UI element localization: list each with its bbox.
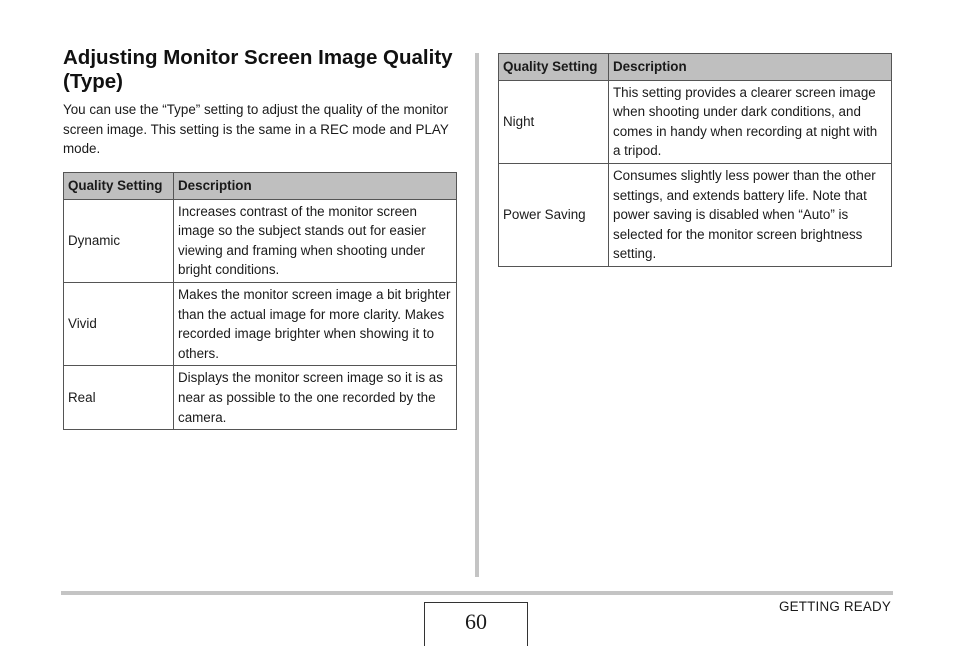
- setting-description: Consumes slightly less power than the other settings, and extends battery life. Note that power saving is disabled when “Auto” is selected for the monitor screen brightness setting.: [609, 163, 892, 266]
- section-label: GETTING READY: [779, 599, 891, 614]
- setting-name: Real: [64, 366, 174, 430]
- setting-description: Displays the monitor screen image so it is as near as possible to the one recorded by the camera.: [174, 366, 457, 430]
- quality-settings-table-left: [63, 172, 457, 430]
- setting-description: Makes the monitor screen image a bit brighter than the actual image for more clarity. Makes recorded image brighter when showing it to others.: [174, 282, 457, 365]
- setting-name: Night: [499, 80, 609, 163]
- setting-name: Power Saving: [499, 163, 609, 266]
- table-row: [64, 199, 457, 282]
- table-row: [64, 282, 457, 365]
- column-header-description: Description: [174, 173, 457, 200]
- setting-description: This setting provides a clearer screen image when shooting under dark conditions, and comes in handy when recording at night with a tripod.: [609, 80, 892, 163]
- setting-name: Vivid: [64, 282, 174, 365]
- setting-name: Dynamic: [64, 199, 174, 282]
- footer-divider: [61, 591, 893, 595]
- table-header-row: [64, 173, 457, 200]
- intro-paragraph: You can use the “Type” setting to adjust the quality of the monitor screen image. This setting is the same in a REC mode and PLAY mode.: [63, 102, 449, 157]
- setting-description: Increases contrast of the monitor screen image so the subject stands out for easier viewing and framing when shooting under bright conditions.: [174, 199, 457, 282]
- quality-settings-table-right: [498, 53, 892, 267]
- table-header-row: [499, 54, 892, 81]
- table-row: [499, 80, 892, 163]
- table-row: [499, 163, 892, 266]
- column-divider: [475, 53, 479, 577]
- table-row: [64, 366, 457, 430]
- page-number: 60: [424, 602, 528, 646]
- column-header-setting: Quality Setting: [499, 54, 609, 81]
- column-header-setting: Quality Setting: [64, 173, 174, 200]
- column-header-description: Description: [609, 54, 892, 81]
- section-heading: Adjusting Monitor Screen Image Quality (Type): [63, 46, 453, 93]
